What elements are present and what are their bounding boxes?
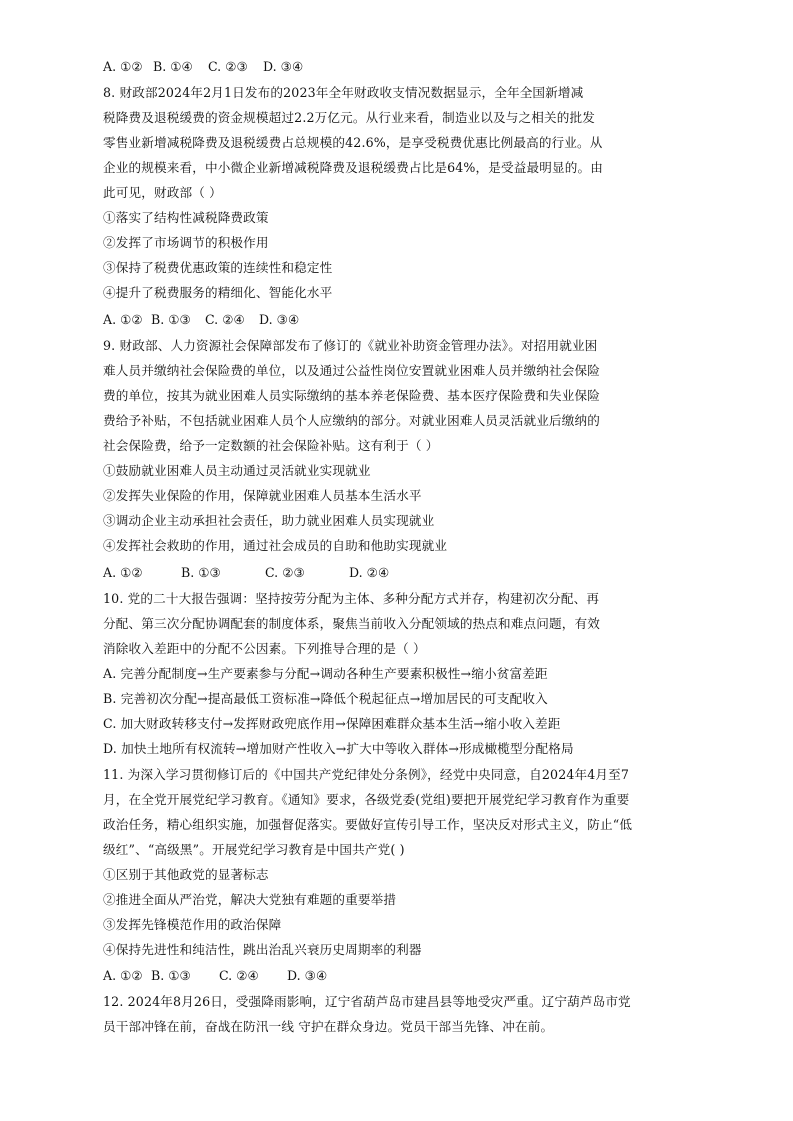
q11-choice-3: ③发挥先锋模范作用的政治保障 [103,917,282,932]
q7-option-d: D. ③④ [263,59,304,74]
q9-option-a: A. ①② [103,565,143,580]
q7-options [103,57,318,77]
q11-option-a: A. ①② [103,968,143,983]
q11-option-d: D. ③④ [287,968,328,983]
q8-stem-line-1: 8. 财政部2024年2月1日发布的2023年全年财政收支情况数据显示，全年全国新增减 [103,85,584,100]
q8-choice-3: ③保持了税费优惠政策的连续性和稳定性 [103,260,333,275]
q11-stem-line-1: 11. 为深入学习贯彻修订后的《中国共产党纪律处分条例》，经党中央同意，自2024年4月至7 [103,767,630,782]
q9-choice-2: ②发挥失业保险的作用，保障就业困难人员基本生活水平 [103,488,422,503]
q7-option-b: B. ①④ [153,59,193,74]
q11-stem-line-3: 政治任务，精心组织实施，加强督促落实。要做好宣传引导工作，坚决反对形式主义，防止“低 [103,817,633,832]
q10-stem-line-1: 10. 党的二十大报告强调：坚持按劳分配为主体、多种分配方式并存，构建初次分配、再 [103,591,600,606]
q9-choice-3: ③调动企业主动承担社会责任，助力就业困难人员实现就业 [103,513,435,528]
q8-option-d: D. ③④ [259,312,300,327]
q9-stem-line-3: 费的单位，按其为就业困难人员实际缴纳的基本养老保险费、基本医疗保险费和失业保险 [103,388,601,403]
q9-options [103,563,433,583]
q8-option-c: C. ②④ [205,312,245,327]
q9-stem-line-1: 9. 财政部、人力资源社会保障部发布了修订的《就业补助资金管理办法》。对招用就业困 [103,338,598,353]
q9-choice-1: ①鼓励就业困难人员主动通过灵活就业实现就业 [103,463,371,478]
q9-stem-line-2: 难人员并缴纳社会保险费的单位，以及通过公益性岗位安置就业困难人员并缴纳社会保险 [103,363,601,378]
q9-stem-line-5: 社会保险费，给予一定数额的社会保险补贴。这有利于（ ） [103,438,439,453]
q12-stem-line-2: 员干部冲锋在前，奋战在防汛一线 守护在群众身边。党员干部当先锋、冲在前。 [103,1019,554,1034]
q11-options [103,966,341,986]
q8-stem-line-3: 零售业新增减税降费及退税缓费占总规模的42.6%，是享受税费优惠比例最高的行业。从 [103,135,603,150]
q12-stem-line-1: 12. 2024年8月26日，受强降雨影响，辽宁省葫芦岛市建昌县等地受灾严重。辽宁葫芦岛市党 [103,994,631,1009]
q10-stem-line-3: 消除收入差距中的分配不公因素。下列推导合理的是（ ） [103,641,426,656]
q10-option-b: B. 完善初次分配→提高最低工资标准→降低个税起征点→增加居民的可支配收入 [103,691,548,706]
q10-option-c: C. 加大财政转移支付→发挥财政兜底作用→保障困难群众基本生活→缩小收入差距 [103,716,561,731]
q10-option-a: A. 完善分配制度→生产要素参与分配→调动各种生产要素积极性→缩小贫富差距 [103,666,548,681]
q11-option-b: B. ①③ [151,968,191,983]
q7-option-c: C. ②③ [208,59,248,74]
q11-choice-1: ①区别于其他政党的显著标志 [103,867,269,882]
q11-stem-line-4: 级红”、“高级黑”。开展党纪学习教育是中国共产党( ) [103,842,405,857]
q8-choice-1: ①落实了结构性减税降费政策 [103,210,269,225]
q9-choice-4: ④发挥社会救助的作用，通过社会成员的自助和他助实现就业 [103,538,448,553]
q7-option-a: A. ①② [103,59,143,74]
q8-stem-line-2: 税降费及退税缓费的资金规模超过2.2万亿元。从行业来看，制造业以及与之相关的批发 [103,110,595,125]
q11-option-c: C. ②④ [219,968,259,983]
q8-options [103,310,313,330]
q8-choice-2: ②发挥了市场调节的积极作用 [103,235,269,250]
q11-choice-2: ②推进全面从严治党，解决大党独有难题的重要举措 [103,892,397,907]
q8-choice-4: ④提升了税费服务的精细化、智能化水平 [103,285,333,300]
q10-option-d: D. 加快土地所有权流转→增加财产性收入→扩大中等收入群体→形成橄榄型分配格局 [103,741,574,756]
q8-stem-line-4: 企业的规模来看，中小微企业新增减税降费及退税缓费占比是64%，是受益最明显的。由 [103,160,603,175]
q8-option-a: A. ①② [103,312,143,327]
q10-stem-line-2: 分配、第三次分配协调配套的制度体系，聚焦当前收入分配领域的热点和难点问题，有效 [103,616,601,631]
q9-stem-line-4: 费给予补贴，不包括就业困难人员个人应缴纳的部分。对就业困难人员灵活就业后缴纳的 [103,413,601,428]
q11-choice-4: ④保持先进性和纯洁性，跳出治乱兴衰历史周期率的利器 [103,942,422,957]
q11-stem-line-2: 月，在全党开展党纪学习教育。《通知》要求，各级党委(党组)要把开展党纪学习教育作为重要 [103,792,630,807]
q9-option-b: B. ①③ [181,565,221,580]
q9-option-d: D. ②④ [349,565,390,580]
q9-option-c: C. ②③ [265,565,305,580]
q8-option-b: B. ①③ [151,312,191,327]
q8-stem-line-5: 此可见，财政部（ ） [103,185,222,200]
